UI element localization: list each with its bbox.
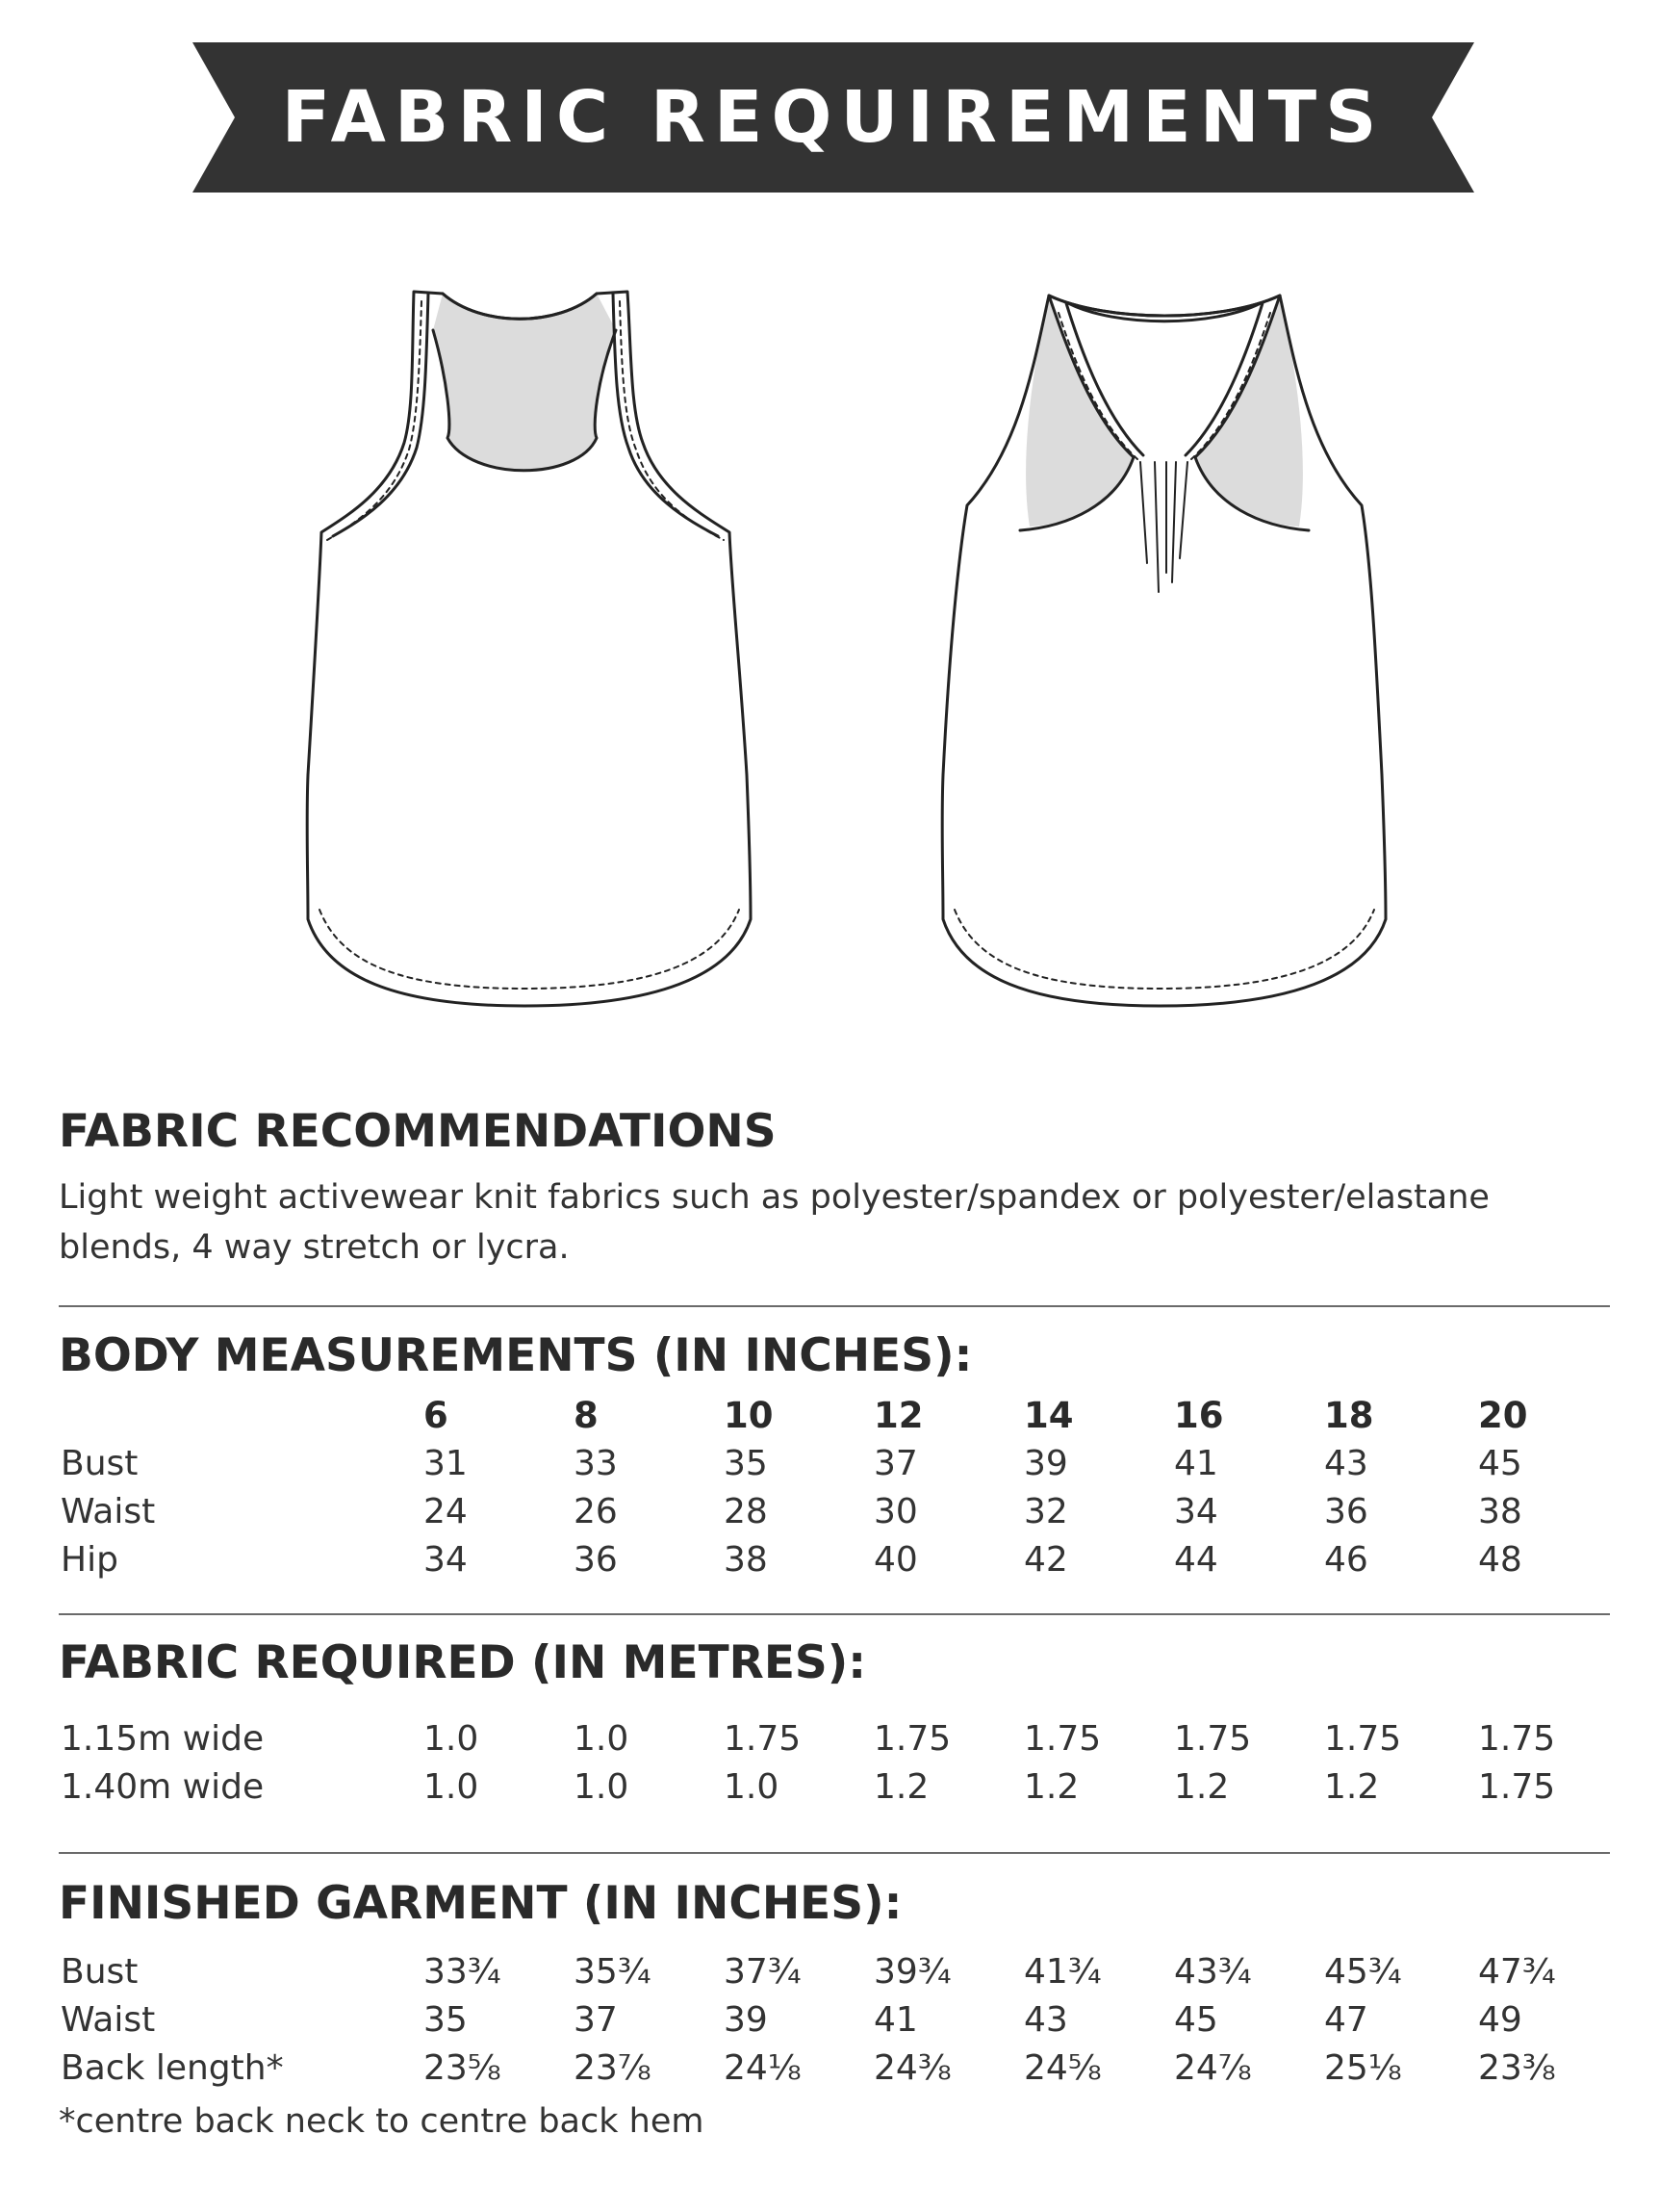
table-cell: 40 [874, 1540, 918, 1580]
table-cell: 1.75 [1324, 1719, 1402, 1759]
row-label: Bust [61, 1952, 139, 1992]
back-body-outline [942, 296, 1386, 1006]
tank-top-front-icon [289, 274, 770, 1025]
table-cell: 37 [574, 2000, 618, 2040]
table-cell: 39 [724, 2000, 768, 2040]
front-hem-stitch [319, 910, 739, 989]
table-cell: 1.75 [724, 1719, 802, 1759]
footnote: *centre back neck to centre back hem [59, 2102, 704, 2141]
table-cell: 37¾ [724, 1952, 802, 1992]
table-cell: 45¾ [1324, 1952, 1402, 1992]
table-cell: 45 [1478, 1444, 1522, 1483]
section-divider [59, 1305, 1610, 1307]
table-cell: 41 [874, 2000, 918, 2040]
table-cell: 39¾ [874, 1952, 952, 1992]
table-cell: 34 [423, 1540, 468, 1580]
table-cell: 1.0 [724, 1767, 779, 1807]
fabric-recommendations-heading: FABRIC RECOMMENDATIONS [59, 1105, 777, 1158]
table-cell: 41 [1174, 1444, 1218, 1483]
size-header-row [0, 1392, 1659, 1440]
row-label: Waist [61, 2000, 156, 2040]
size-header: 6 [423, 1395, 448, 1436]
table-cell: 36 [1324, 1492, 1368, 1531]
table-cell: 41¾ [1024, 1952, 1102, 1992]
table-cell: 1.0 [423, 1719, 479, 1759]
table-row [0, 1488, 1659, 1536]
table-cell: 24⅝ [1024, 2048, 1102, 2088]
size-header: 18 [1324, 1395, 1374, 1436]
back-gathers [1140, 462, 1187, 592]
back-hem-stitch [955, 910, 1374, 989]
table-cell: 31 [423, 1444, 468, 1483]
table-cell: 23⅝ [423, 2048, 501, 2088]
table-row [0, 1996, 1659, 2045]
size-header: 8 [574, 1395, 599, 1436]
table-cell: 23⅞ [574, 2048, 651, 2088]
front-topstitch-right [620, 301, 724, 540]
table-cell: 1.2 [874, 1767, 930, 1807]
size-header: 20 [1478, 1395, 1528, 1436]
tank-top-back-icon [924, 274, 1405, 1025]
table-cell: 37 [874, 1444, 918, 1483]
table-cell: 35¾ [574, 1952, 651, 1992]
table-cell: 33 [574, 1444, 618, 1483]
table-cell: 38 [1478, 1492, 1522, 1531]
back-neck-binding [1049, 296, 1280, 322]
table-cell: 1.75 [1024, 1719, 1102, 1759]
section-divider [59, 1852, 1610, 1854]
table-row [0, 1715, 1659, 1763]
fabric-required-heading: FABRIC REQUIRED (IN METRES): [59, 1636, 867, 1689]
table-cell: 1.75 [1478, 1767, 1556, 1807]
table-cell: 1.75 [874, 1719, 952, 1759]
table-cell: 34 [1174, 1492, 1218, 1531]
table-cell: 45 [1174, 2000, 1218, 2040]
table-cell: 28 [724, 1492, 768, 1531]
table-cell: 1.2 [1324, 1767, 1380, 1807]
table-row [0, 1948, 1659, 1996]
table-cell: 1.2 [1174, 1767, 1230, 1807]
table-cell: 30 [874, 1492, 918, 1531]
table-cell: 47¾ [1478, 1952, 1556, 1992]
table-cell: 1.2 [1024, 1767, 1080, 1807]
table-cell: 43 [1324, 1444, 1368, 1483]
size-header: 10 [724, 1395, 774, 1436]
table-cell: 46 [1324, 1540, 1368, 1580]
table-cell: 24⅞ [1174, 2048, 1252, 2088]
table-cell: 1.75 [1478, 1719, 1556, 1759]
table-cell: 35 [423, 2000, 468, 2040]
table-cell: 1.0 [574, 1767, 629, 1807]
table-row [0, 2045, 1659, 2093]
table-row [0, 1440, 1659, 1488]
fabric-recommendations-text: Light weight activewear knit fabrics such as polyester/spandex or polyester/elastane blends, 4 way stretch or lycra. [59, 1178, 1490, 1267]
row-label: Hip [61, 1540, 118, 1580]
size-header: 12 [874, 1395, 924, 1436]
size-header: 16 [1174, 1395, 1224, 1436]
table-cell: 32 [1024, 1492, 1068, 1531]
row-label: Waist [61, 1492, 156, 1531]
section-divider [59, 1613, 1610, 1615]
table-cell: 24⅜ [874, 2048, 952, 2088]
table-cell: 36 [574, 1540, 618, 1580]
title-banner [192, 42, 1474, 193]
table-cell: 23⅜ [1478, 2048, 1556, 2088]
table-cell: 33¾ [423, 1952, 501, 1992]
table-cell: 38 [724, 1540, 768, 1580]
table-cell: 24 [423, 1492, 468, 1531]
row-label: Bust [61, 1444, 139, 1483]
table-cell: 42 [1024, 1540, 1068, 1580]
table-cell: 26 [574, 1492, 618, 1531]
row-label: 1.40m wide [61, 1767, 265, 1807]
table-cell: 25⅛ [1324, 2048, 1402, 2088]
table-cell: 43 [1024, 2000, 1068, 2040]
table-row [0, 1536, 1659, 1584]
table-cell: 48 [1478, 1540, 1522, 1580]
table-row [0, 1763, 1659, 1812]
row-label: Back length* [61, 2048, 284, 2088]
row-label: 1.15m wide [61, 1719, 265, 1759]
table-cell: 39 [1024, 1444, 1068, 1483]
page-title: FABRIC REQUIREMENTS [281, 76, 1386, 159]
table-cell: 24⅛ [724, 2048, 802, 2088]
table-cell: 44 [1174, 1540, 1218, 1580]
size-header: 14 [1024, 1395, 1074, 1436]
body-measurements-heading: BODY MEASUREMENTS (IN INCHES): [59, 1329, 973, 1382]
finished-garment-heading: FINISHED GARMENT (IN INCHES): [59, 1877, 903, 1930]
table-cell: 1.0 [423, 1767, 479, 1807]
table-cell: 49 [1478, 2000, 1522, 2040]
table-cell: 1.75 [1174, 1719, 1252, 1759]
table-cell: 43¾ [1174, 1952, 1252, 1992]
table-cell: 47 [1324, 2000, 1368, 2040]
table-cell: 35 [724, 1444, 768, 1483]
table-cell: 1.0 [574, 1719, 629, 1759]
